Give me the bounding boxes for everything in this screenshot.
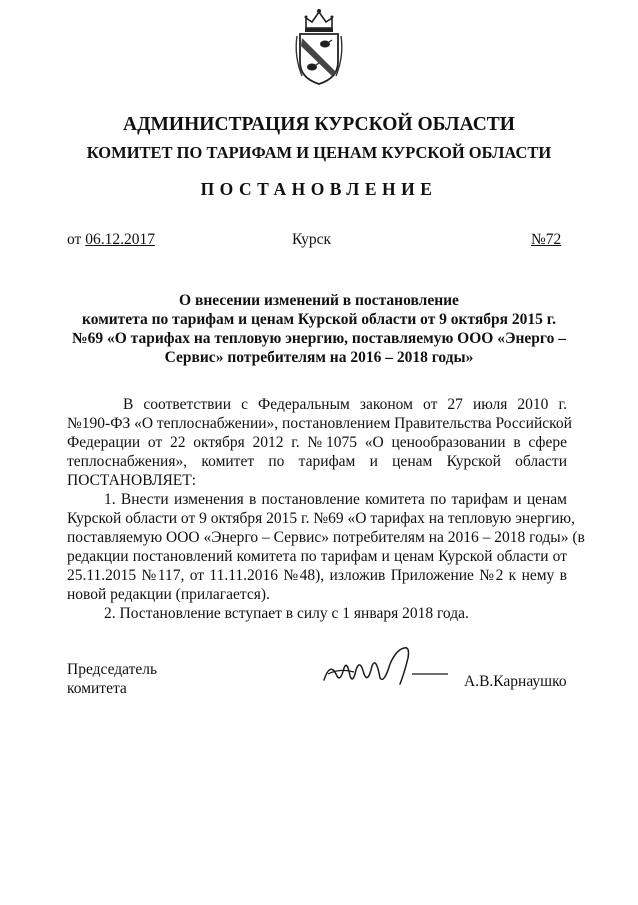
- subject-line: комитета по тарифам и ценам Курской области от 9 октября 2015 г.: [82, 311, 556, 328]
- document-body: [67, 395, 585, 623]
- preamble-line: В соответствии с Федеральным законом от 27 июля 2010 г.: [123, 396, 567, 413]
- subject-line: О внесении изменений в постановление: [179, 292, 459, 309]
- preamble-line: Федерации от 22 октября 2012 г. №1075 «О ценообразовании в сфере: [67, 434, 567, 451]
- subject-line: Сервис» потребителям на 2016 – 2018 годы»: [164, 349, 474, 366]
- document-type: ПОСТАНОВЛЕНИЕ: [200, 179, 438, 199]
- signer-name: А.В.Карнаушко: [464, 673, 567, 690]
- document-date: [67, 231, 155, 249]
- committee-name: КОМИТЕТ ПО ТАРИФАМ И ЦЕНАМ КУРСКОЙ ОБЛАСТИ: [86, 143, 552, 162]
- organization-name: АДМИНИСТРАЦИЯ КУРСКОЙ ОБЛАСТИ: [123, 114, 515, 135]
- item-line: поставляемую ООО «Энерго – Сервис» потребителям на 2016 – 2018 годы» (в: [67, 529, 585, 546]
- item-line: 1. Внести изменения в постановление комитета по тарифам и ценам: [104, 491, 567, 508]
- item-line: 25.11.2015 №117, от 11.11.2016 №48), изложив Приложение №2 к нему в: [67, 567, 567, 584]
- document-number: №72: [531, 231, 562, 248]
- handwritten-signature-icon: [320, 644, 450, 692]
- document-city: Курск: [292, 231, 332, 248]
- signer-position-line: Председатель: [67, 661, 158, 678]
- subject-line: №69 «О тарифах на тепловую энергию, поставляемую ООО «Энерго –: [72, 330, 566, 347]
- coat-of-arms-icon: [292, 6, 346, 86]
- item-line: 2. Постановление вступает в силу с 1 января 2018 года.: [104, 605, 469, 622]
- signer-position-line: комитета: [67, 680, 127, 697]
- preamble-line: ПОСТАНОВЛЯЕТ:: [67, 472, 197, 489]
- preamble-line: теплоснабжения», комитет по тарифам и ценам Курской области: [67, 453, 567, 470]
- signer-position: [67, 660, 157, 698]
- preamble-line: №190-ФЗ «О теплоснабжении», постановлением Правительства Российской: [67, 415, 572, 432]
- date-value: 06.12.2017: [85, 231, 155, 248]
- item-line: редакции постановлений комитета по тарифам и ценам Курской области от: [67, 548, 567, 565]
- item-line: Курской области от 9 октября 2015 г. №69 «О тарифах на тепловую энергию,: [67, 510, 575, 527]
- item-line: новой редакции (прилагается).: [67, 586, 270, 603]
- date-prefix: от: [67, 231, 82, 248]
- document-subject: [0, 291, 638, 367]
